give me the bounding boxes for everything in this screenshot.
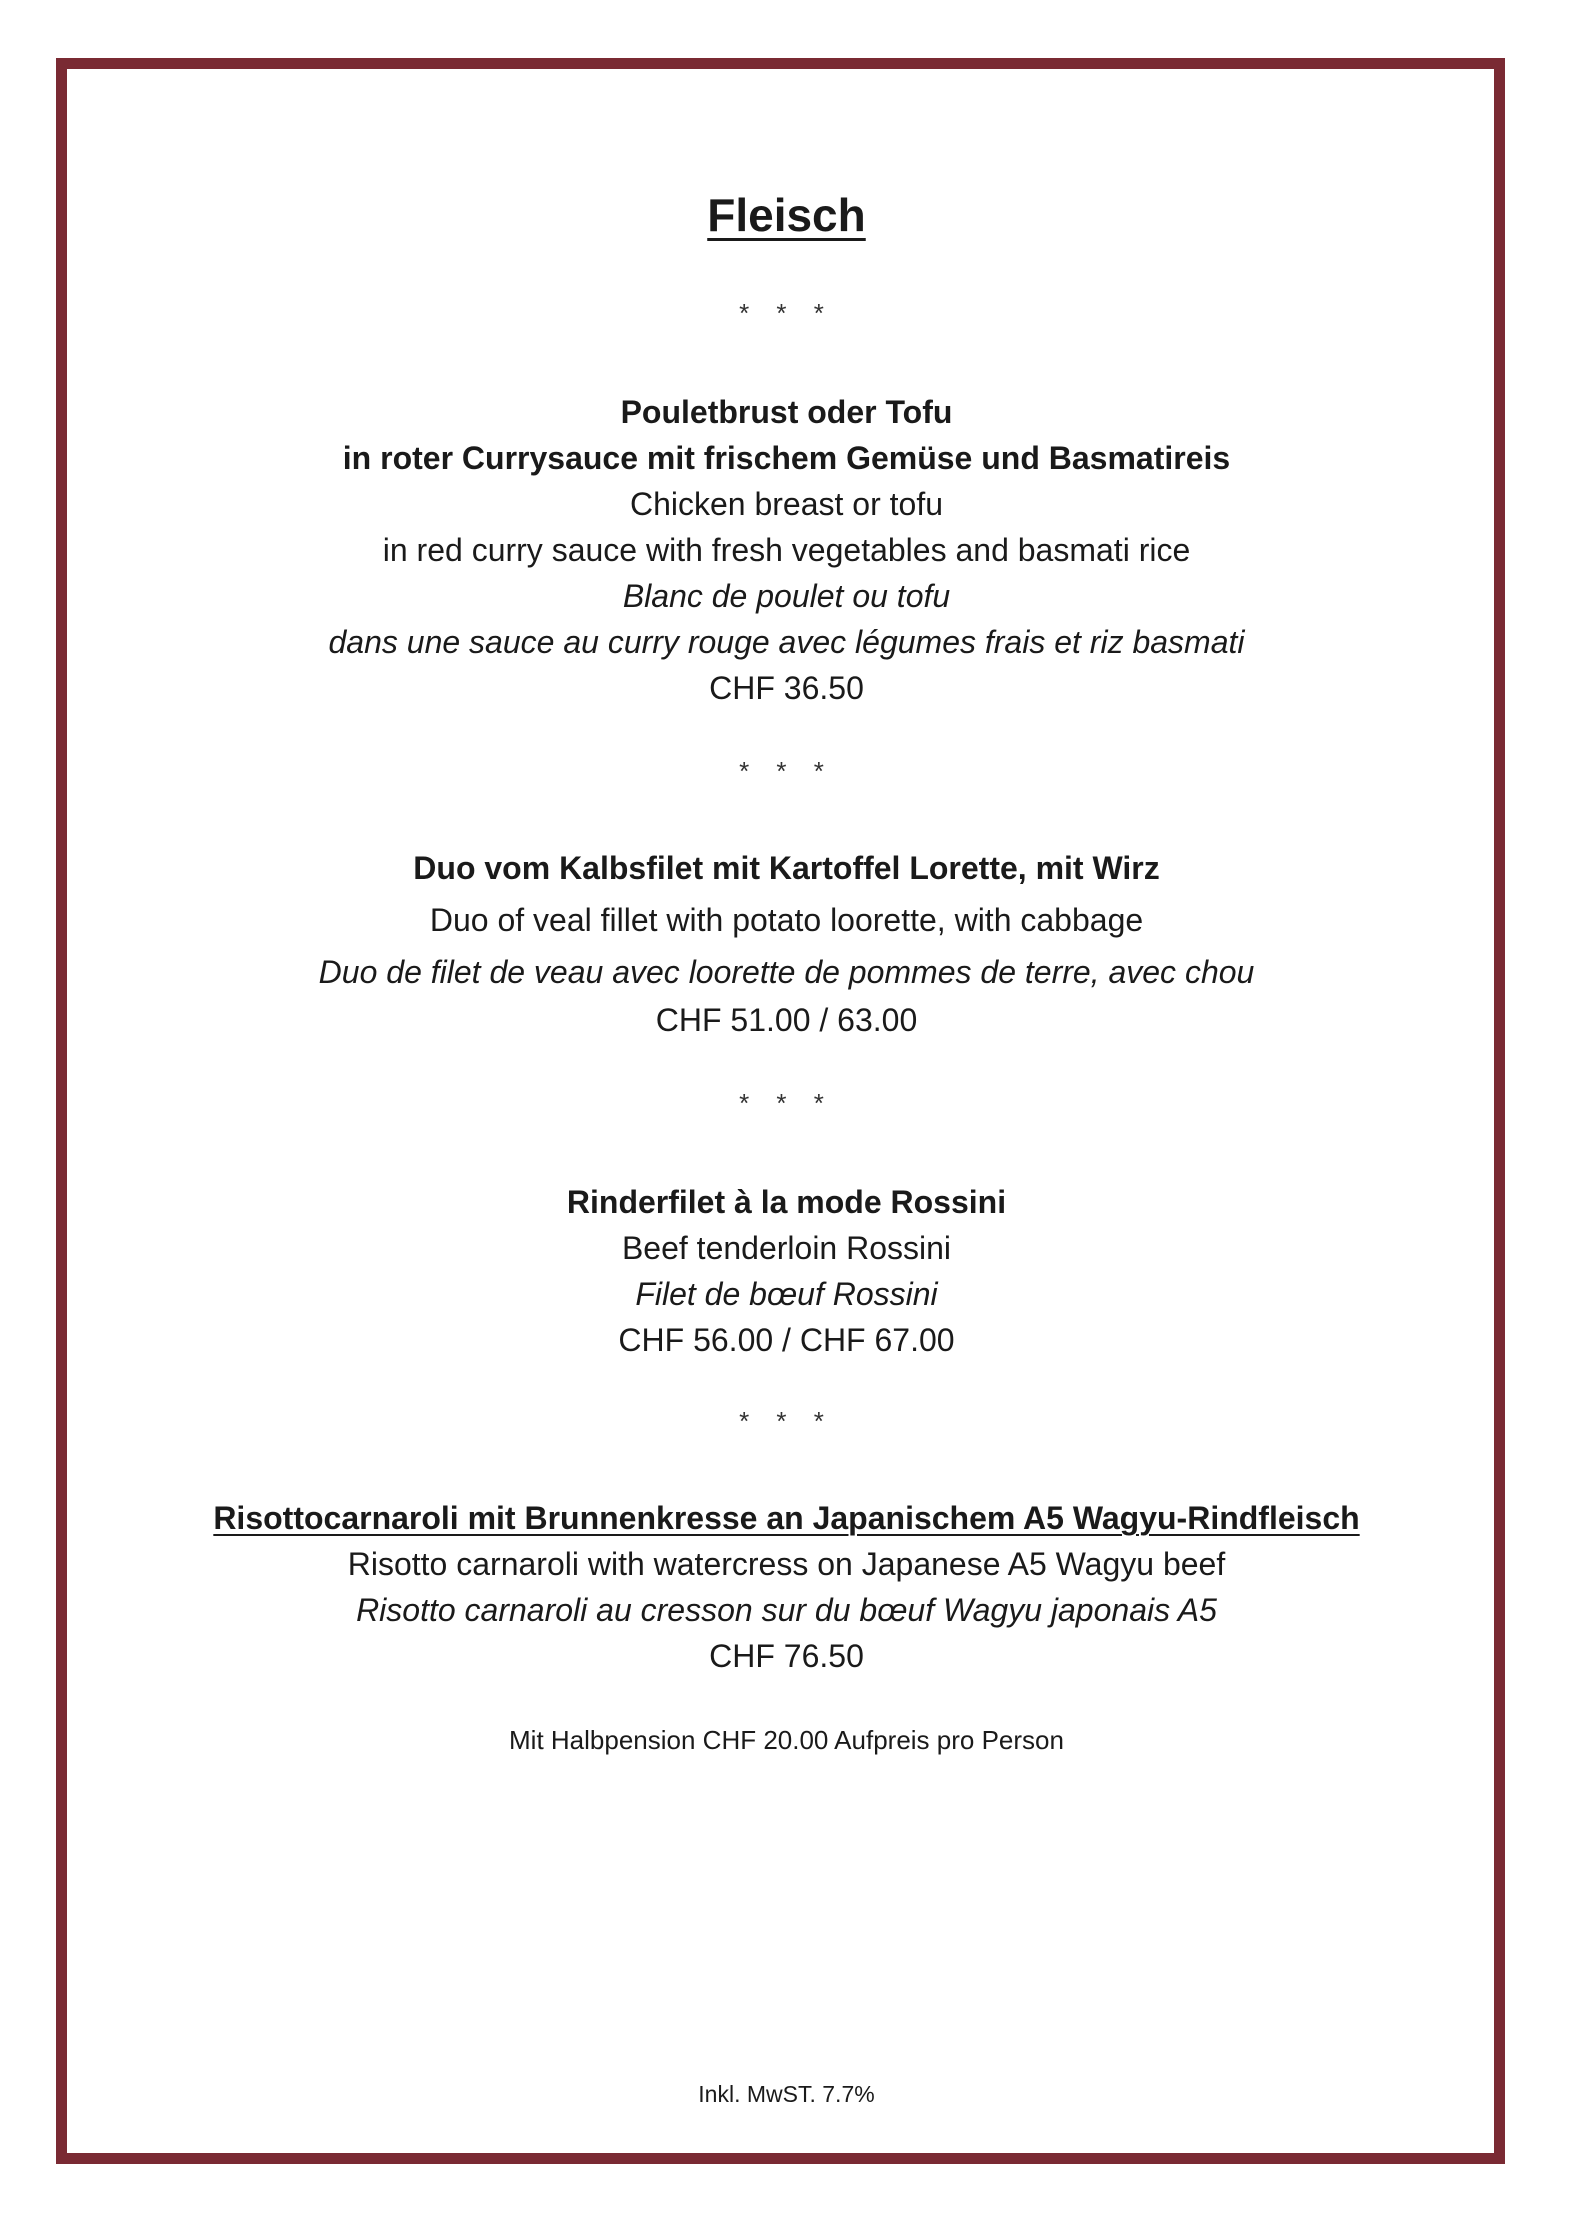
vat-footer: Inkl. MwST. 7.7% (698, 2081, 875, 2107)
dish-3-name-en: Beef tenderloin Rossini (621, 1230, 952, 1266)
dish-3-price: CHF 56.00 / CHF 67.00 (618, 1322, 955, 1358)
page-title: Fleisch (707, 189, 866, 241)
dish-1-name-de: Pouletbrust oder Tofu (620, 394, 953, 430)
half-board-note: Mit Halbpension CHF 20.00 Aufpreis pro Person (509, 1725, 1064, 1755)
dish-3-name-de: Rinderfilet à la mode Rossini (566, 1184, 1007, 1220)
dish-3-name-fr: Filet de bœuf Rossini (635, 1276, 938, 1312)
dish-1-name-fr: Blanc de poulet ou tofu (622, 578, 951, 614)
dish-2-name-en: Duo of veal fillet with potato loorette, with cabbage (429, 902, 1144, 938)
dish-1-name-en: Chicken breast or tofu (629, 486, 944, 522)
dish-4-name-de: Risottocarnaroli mit Brunnenkresse an Japanischem A5 Wagyu-Rindfleisch (213, 1500, 1360, 1536)
dish-4-name-en: Risotto carnaroli with watercress on Japanese A5 Wagyu beef (347, 1546, 1226, 1582)
dish-1-desc-en: in red curry sauce with fresh vegetables and basmati rice (382, 532, 1191, 568)
separator: * * * (739, 756, 834, 786)
dish-4-name-fr: Risotto carnaroli au cresson sur du bœuf Wagyu japonais A5 (356, 1592, 1217, 1628)
dish-1-desc-fr: dans une sauce au curry rouge avec légumes frais et riz basmati (328, 624, 1245, 660)
separator: * * * (739, 298, 834, 328)
dish-2-name-de: Duo vom Kalbsfilet mit Kartoffel Lorette, mit Wirz (413, 850, 1160, 886)
dish-1-desc-de: in roter Currysauce mit frischem Gemüse und Basmatireis (342, 440, 1231, 476)
dish-2-name-fr: Duo de filet de veau avec loorette de pommes de terre, avec chou (318, 954, 1255, 990)
dish-1-price: CHF 36.50 (709, 670, 864, 706)
dish-4-price: CHF 76.50 (709, 1638, 864, 1674)
separator: * * * (739, 1406, 834, 1436)
dish-2-price: CHF 51.00 / 63.00 (655, 1002, 918, 1038)
separator: * * * (739, 1088, 834, 1118)
